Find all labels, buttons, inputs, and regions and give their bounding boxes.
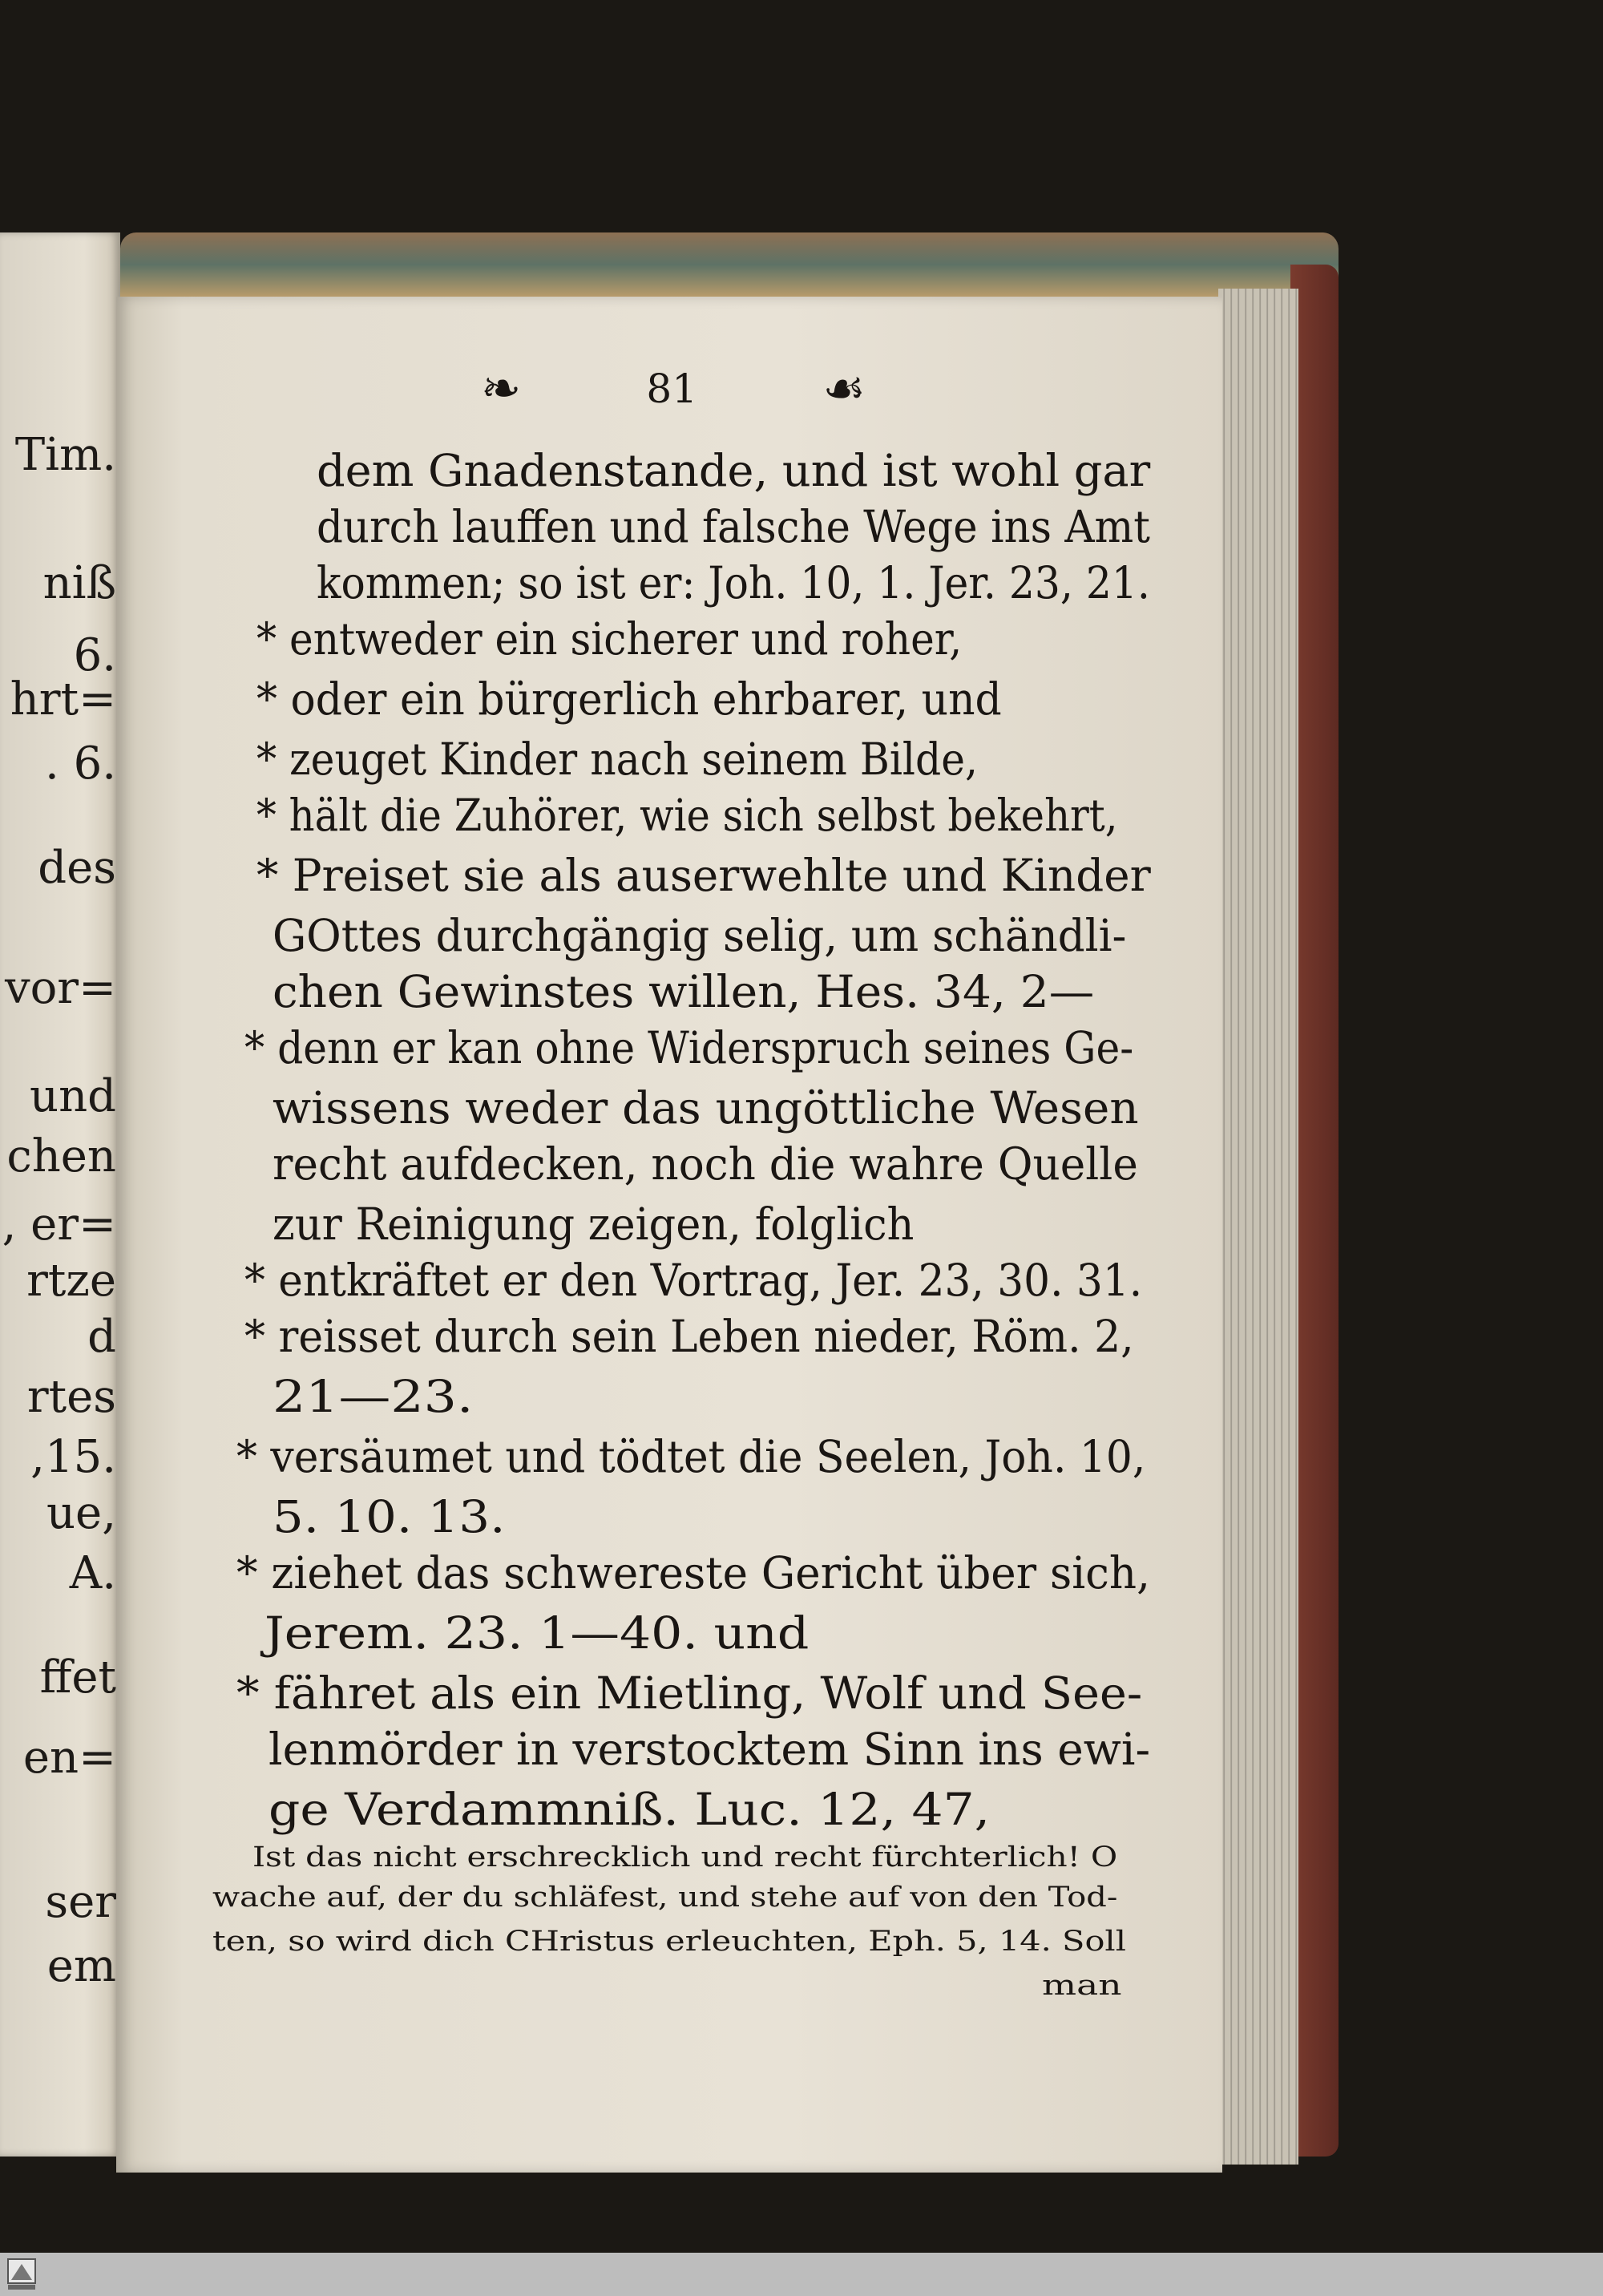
body-text-line: recht aufdecken, noch die wahre Quelle	[273, 1138, 1138, 1190]
body-text-line: * Preiset sie als auserwehlte und Kinder	[256, 850, 1151, 901]
body-text-line: * ziehet das schwereste Gericht über sich,	[236, 1547, 1150, 1599]
body-text-line: * reisset durch sein Leben nieder, Röm. 2,	[244, 1311, 1134, 1362]
left-page-fragment: em	[46, 1944, 116, 1989]
page-edges	[1218, 289, 1298, 2165]
body-text-line: dem Gnadenstande, und ist wohl gar	[317, 445, 1151, 496]
body-text-line: kommen; so ist er: Joh. 10, 1. Jer. 23, 21.	[317, 557, 1150, 608]
left-page-fragment: Tim.	[14, 433, 116, 478]
left-page-fragment: rtze	[26, 1259, 116, 1304]
left-page-fragment: vor=	[4, 966, 116, 1011]
body-text-line: * zeuget Kinder nach seinem Bilde,	[256, 734, 979, 785]
book-cover-top	[120, 232, 1339, 297]
scan-footer-bar	[0, 2253, 1603, 2296]
left-page-fragment: 6.	[73, 633, 116, 678]
body-text-line: * versäumet und tödtet die Seelen, Joh. 10,	[236, 1431, 1146, 1482]
library-logo-icon	[5, 2256, 38, 2293]
left-page-fragment: ,15.	[30, 1435, 116, 1480]
left-page-fragment: A.	[69, 1551, 116, 1596]
body-text-line: Jerem. 23. 1—40. und	[264, 1607, 810, 1659]
body-text-line: * fähret als ein Mietling, Wolf und See-	[236, 1667, 1143, 1719]
left-page-fragment: ue,	[46, 1491, 116, 1536]
body-text-line: 21—23.	[273, 1371, 474, 1422]
body-text-line: zur Reinigung zeigen, folglich	[273, 1199, 915, 1250]
page-number: 81	[646, 366, 698, 412]
header-ornament-right: ☙	[822, 361, 866, 417]
footnote-line: Ist das nicht erschrecklich und recht fürchterlich! O	[252, 1841, 1118, 1874]
body-text-line: ge Verdammniß. Luc. 12, 47,	[269, 1784, 991, 1835]
left-page-fragment: hrt=	[10, 677, 116, 722]
left-page	[0, 232, 120, 2157]
page-header	[481, 357, 866, 421]
footnote-line: ten, so wird dich CHristus erleuchten, Eph. 5, 14. Soll	[212, 1926, 1126, 1958]
left-page-fragment: ffet	[39, 1655, 116, 1700]
body-text-line: * oder ein bürgerlich ehrbarer, und	[256, 673, 1002, 725]
header-ornament-left: ❧	[481, 361, 522, 417]
body-text-line: GOttes durchgängig selig, um schändli-	[273, 910, 1127, 961]
body-text-line: * denn er kan ohne Widerspruch seines Ge-	[244, 1022, 1134, 1073]
left-page-fragment: . 6.	[44, 742, 116, 786]
left-page-fragment: d	[87, 1315, 116, 1360]
left-page-fragment: , er=	[2, 1203, 116, 1247]
body-text-line: chen Gewinstes willen, Hes. 34, 2—	[273, 966, 1095, 1017]
body-text-line: * hält die Zuhörer, wie sich selbst bekehrt,	[256, 790, 1118, 841]
left-page-fragment: rtes	[26, 1375, 116, 1420]
left-page-fragment: chen	[6, 1134, 116, 1179]
left-page-fragment: und	[30, 1074, 116, 1119]
body-text-line: 5. 10. 13.	[273, 1491, 506, 1542]
left-page-fragment: ser	[45, 1880, 116, 1925]
footnote-line: man	[1042, 1970, 1122, 2002]
body-text-line: durch lauffen und falsche Wege ins Amt	[317, 501, 1150, 552]
footnote-line: wache auf, der du schläfest, und stehe auf von den Tod-	[212, 1882, 1118, 1914]
body-text-line: lenmörder in verstocktem Sinn ins ewi-	[269, 1724, 1151, 1775]
left-page-fragment: en=	[22, 1736, 116, 1781]
body-text-line: * entweder ein sicherer und roher,	[256, 613, 963, 665]
body-text-line: * entkräftet er den Vortrag, Jer. 23, 30. 31.	[244, 1255, 1143, 1306]
left-page-fragment: niß	[42, 561, 116, 606]
body-text-line: wissens weder das ungöttliche Wesen	[273, 1082, 1139, 1134]
left-page-fragment: des	[38, 846, 116, 891]
